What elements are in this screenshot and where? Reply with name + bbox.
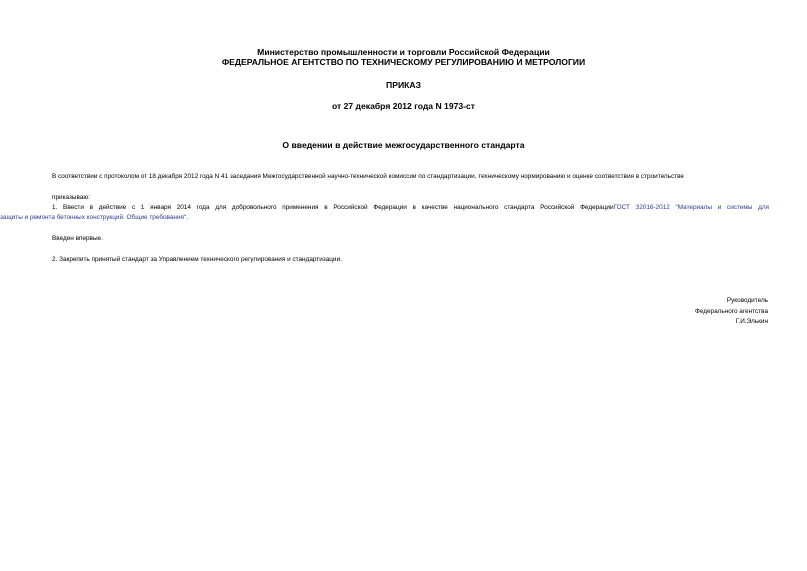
item-1-line-2 xyxy=(0,213,769,223)
agency-name: ФЕДЕРАЛЬНОЕ АГЕНТСТВО ПО ТЕХНИЧЕСКОМУ РЕГУЛИРОВАНИЮ И МЕТРОЛОГИИ xyxy=(221,57,586,67)
introduced-first-note: Введен впервые. xyxy=(52,235,103,242)
item-1-text: 1. Ввести в действие с 1 января 2014 года для добровольного применения в Российской Федерации в качестве национального стандарта Российской Федерации xyxy=(52,204,614,211)
signature-name: Г.И.Элькин xyxy=(735,318,768,325)
item-1-line-1 xyxy=(52,203,769,213)
signature-block xyxy=(695,296,768,328)
prikazyvayu-paragraph: приказываю: xyxy=(52,194,90,201)
ministry-name: Министерство промышленности и торговли Российской Федерации xyxy=(257,47,550,57)
gost-link-part-1[interactable]: ГОСТ 32016-2012 "Материалы и системы для xyxy=(613,204,770,211)
intro-paragraph: В соответствии с протоколом от 18 декабря 2012 года N 41 заседания Межгосударственной научно-технической комиссии по стандартизации, техническому нормированию и оценке соответствия в строительстве xyxy=(52,173,684,180)
document-date-number: от 27 декабря 2012 года N 1973-ст xyxy=(331,101,476,111)
signature-position-2: Федерального агентства xyxy=(694,307,768,315)
signature-position-1: Руководитель xyxy=(726,297,768,304)
document-type: ПРИКАЗ xyxy=(386,80,421,90)
gost-link-part-2[interactable]: защиты и ремонта бетонных конструкций. Общие требования xyxy=(0,213,184,221)
item-1-tail: ". xyxy=(184,213,189,221)
item-1-paragraph xyxy=(0,203,770,222)
document-subject: О введении в действие межгосударственного стандарта xyxy=(282,140,525,150)
item-2-paragraph: 2. Закрепить принятый стандарт за Управлением технического регулирования и стандартизации. xyxy=(52,256,342,263)
